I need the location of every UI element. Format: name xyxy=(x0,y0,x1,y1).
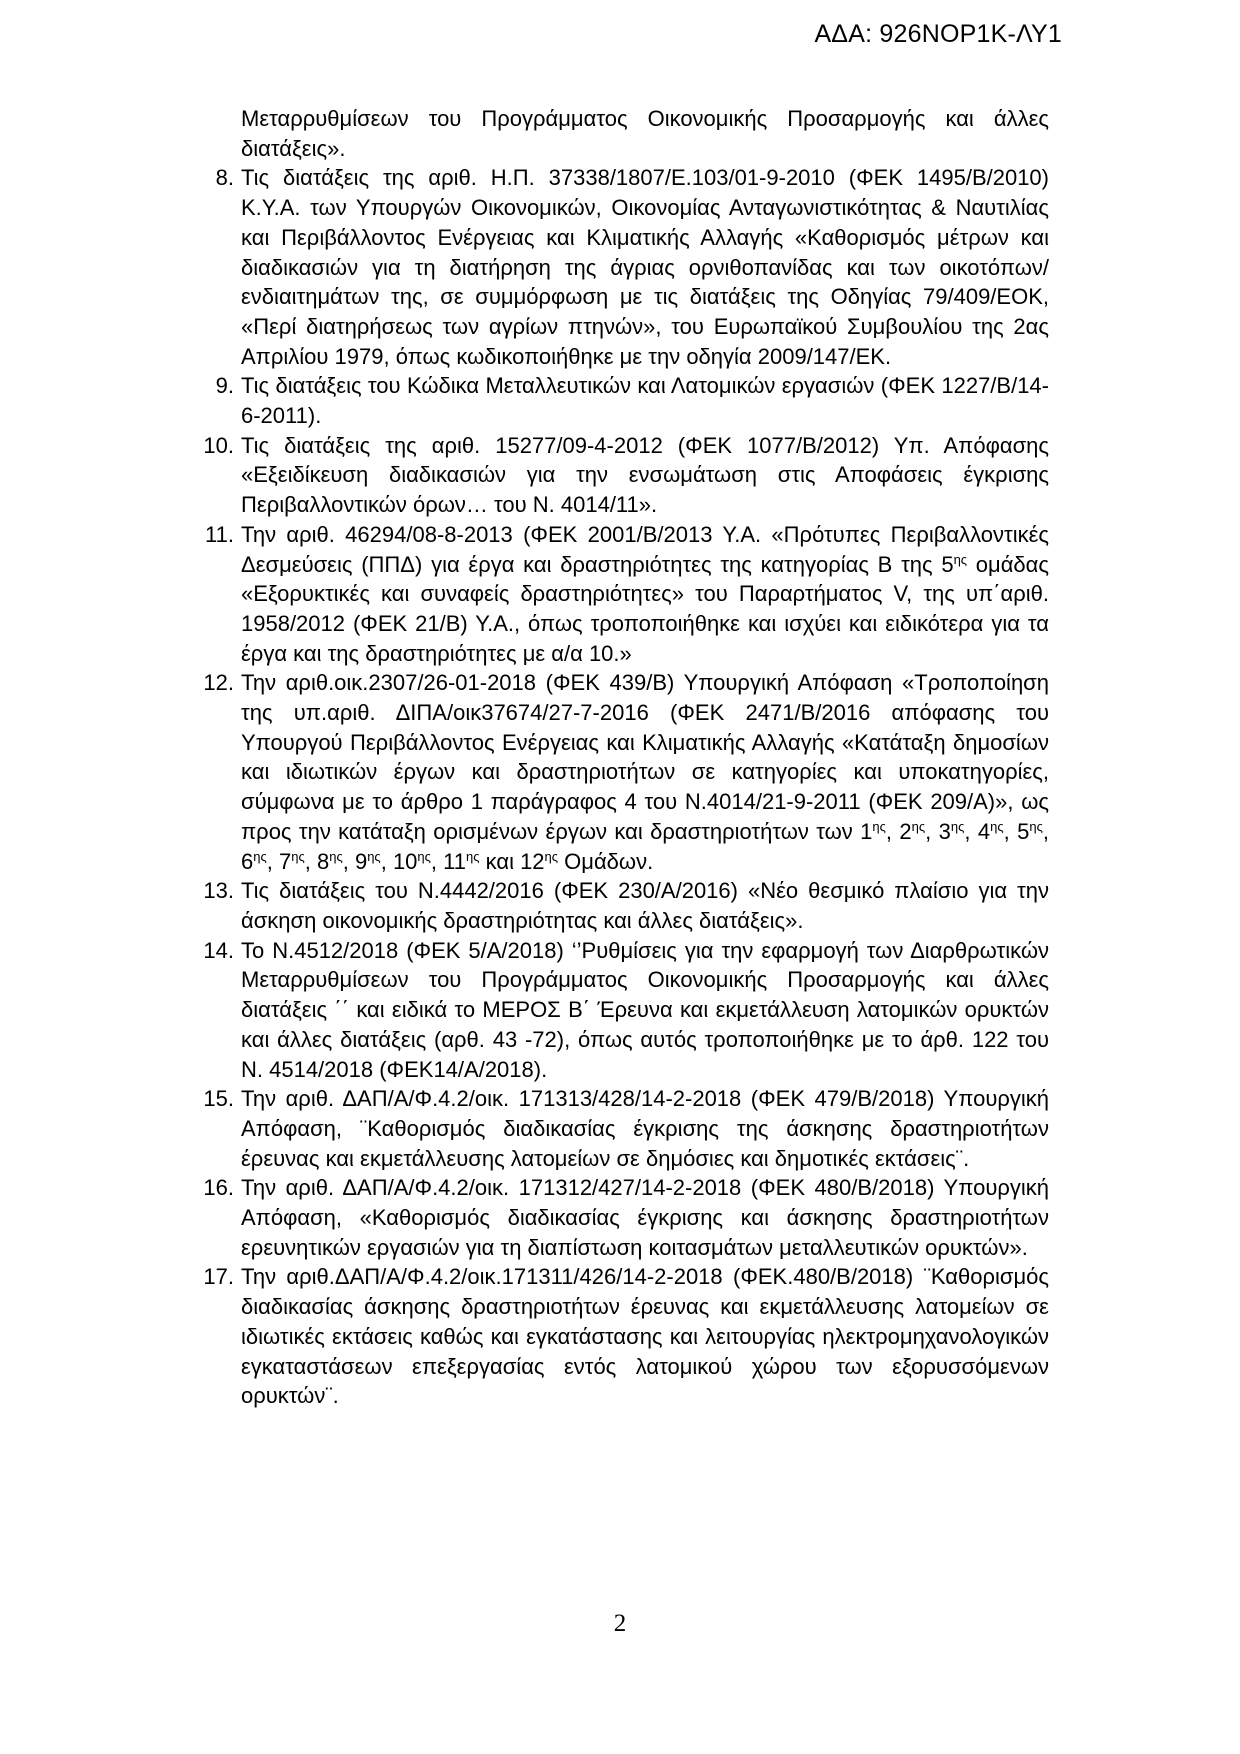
ordinal-number: 11 xyxy=(443,848,466,874)
item-text: Το Ν.4512/2018 (ΦΕΚ 5/Α/2018) ‘’Ρυθμίσεις για την εφαρμογή των Διαρθρωτικών Μεταρρυθμίσεων του Προγράμματος Οικονομικής Προσαρμογής και άλλες διατάξεις ΄΄ και ειδικά το ΜΕΡΟΣ Β΄ Έρευνα και εκμετάλλευση λατομικών ορυκτών και άλλες διατάξεις (αρθ. 43 -72), όπως αυτός τροποποιήθηκε με το άρθ. 122 του Ν. 4514/2018 (ΦΕΚ14/Α/2018). xyxy=(241,937,1049,1082)
item-number: 14. xyxy=(203,937,234,963)
item-number: 13. xyxy=(203,878,234,904)
item-text: Τις διατάξεις του Ν.4442/2016 (ΦΕΚ 230/Α/2016) «Νέο θεσμικό πλαίσιο για την άσκηση οικονομικής δραστηριότητας και άλλες διατάξεις». xyxy=(241,878,1049,933)
ordinal-suffix: ης xyxy=(417,848,431,864)
ordinal-suffix: ης xyxy=(911,818,926,834)
ordinal-number: 9 xyxy=(354,848,368,874)
item-text: Την αριθ.ΔΑΠ/Α/Φ.4.2/οικ.171311/426/14-2-2018 (ΦΕΚ.480/Β/2018) ¨Καθορισμός διαδικασίας άσκησης δραστηριοτήτων έρευνας και εκμετάλλευσης λατομείων σε ιδιωτικές εκτάσεις καθώς και εγκατάστασης και λειτουργίας ηλεκτρομηχανολογικών εγκαταστάσεων επεξεργασίας εντός λατομικού χώρου των εξορυσσόμενων ορυκτών¨. xyxy=(241,1264,1049,1409)
item-text-part: Ομάδων. xyxy=(558,848,654,874)
ordinal-suffix: ης xyxy=(329,848,343,864)
document-body xyxy=(203,104,1049,1411)
ordinal-number: 1 xyxy=(860,818,873,844)
ordinal-number: 10 xyxy=(392,848,418,874)
ordinal-suffix: ης xyxy=(950,818,965,834)
ordinal-suffix: ης xyxy=(990,818,1004,834)
item-text-part: Την αριθ.οικ.2307/26-01-2018 (ΦΕΚ 439/Β) Υπουργική Απόφαση «Τροποποίηση της υπ.αριθ. ΔΙΠΑ/οικ37674/27-7-2016 (ΦΕΚ 2471/Β/2016 απόφασης του Υπουργού Περιβάλλοντος Ενέργειας και Κλιματικής Αλλαγής «Κατάταξη δημοσίων και ιδιωτικών έργων και δραστηριοτήτων σε κατηγορίες και υποκατηγορίες, σύμφωνα με το άρθρο 1 παράγραφος 4 του Ν.4014/21-9-2011 (ΦΕΚ 209/Α)», ως προς την κατάταξη ορισμένων έργων και δραστηριοτήτων των xyxy=(241,670,1049,844)
list-item-8 xyxy=(215,163,1049,371)
continuation-paragraph: Μεταρρυθμίσεων του Προγράμματος Οικονομικής Προσαρμογής και άλλες διατάξεις». xyxy=(241,106,1049,161)
ordinal-suffix: ης xyxy=(872,818,886,834)
ordinal-number: 6 xyxy=(241,848,254,874)
list-item-9 xyxy=(215,371,1049,430)
page-number: 2 xyxy=(613,1610,627,1637)
list-item-11 xyxy=(205,520,1049,669)
item-text xyxy=(241,520,1049,669)
item-text: Τις διατάξεις του Κώδικα Μεταλλευτικών και Λατομικών εργασιών (ΦΕΚ 1227/Β/14-6-2011). xyxy=(241,373,1049,429)
item-number: 10. xyxy=(203,432,234,458)
item-text xyxy=(241,668,1049,876)
ordinal-number: 2 xyxy=(899,818,912,844)
list-item-12 xyxy=(203,668,1049,876)
ordinal-joiner: και xyxy=(479,848,521,874)
ordinal-suffix: ης xyxy=(466,848,480,864)
item-number: 9. xyxy=(215,373,234,399)
ordinal-suffix: ης xyxy=(367,848,381,864)
ordinal-number: 8 xyxy=(316,848,330,874)
list-item-13 xyxy=(203,876,1049,935)
list-item-15 xyxy=(203,1084,1049,1173)
item-number: 11. xyxy=(205,521,234,547)
ordinal-suffix: ης xyxy=(291,848,305,864)
ordinal-number: 4 xyxy=(977,818,991,844)
item-number: 12. xyxy=(203,670,234,696)
item-text-part: Την αριθ. 46294/08-8-2013 (ΦΕΚ 2001/Β/2013 Υ.Α. «Πρότυπες Περιβαλλοντικές Δεσμεύσεις (ΠΠΔ) για έργα και δραστηριότητες της κατηγορίας Β της 5 xyxy=(241,521,1049,577)
item-text: Τις διατάξεις της αριθ. 15277/09-4-2012 (ΦΕΚ 1077/Β/2012) Υπ. Απόφασης «Εξειδίκευση διαδικασιών για την ενσωμάτωση στις Αποφάσεις έγκρισης Περιβαλλοντικών όρων… του Ν. 4014/11». xyxy=(241,432,1049,518)
ordinal-suffix: ης xyxy=(544,848,559,864)
item-number: 15. xyxy=(203,1086,234,1112)
item-text: Την αριθ. ΔΑΠ/Α/Φ.4.2/οικ. 171313/428/14-2-2018 (ΦΕΚ 479/Β/2018) Υπουργική Απόφαση, ¨Καθορισμός διαδικασίας έγκρισης της άσκησης δραστηριοτήτων έρευνας και εκμετάλλευσης λατομείων σε δημόσιες και δημοτικές εκτάσεις¨. xyxy=(241,1086,1049,1171)
list-item-17 xyxy=(203,1262,1049,1411)
ordinal-number: 3 xyxy=(938,818,951,844)
list-item-14 xyxy=(203,936,1049,1085)
item-text: Την αριθ. ΔΑΠ/Α/Φ.4.2/οικ. 171312/427/14-2-2018 (ΦΕΚ 480/Β/2018) Υπουργική Απόφαση, «Καθορισμός διαδικασίας έγκρισης και άσκησης δραστηριοτήτων ερευνητικών εργασιών για τη διαπίστωση κοιτασμάτων μεταλλευτικών ορυκτών». xyxy=(241,1175,1049,1260)
ordinal-number: 7 xyxy=(278,848,292,874)
ordinal-number: 5 xyxy=(1017,818,1030,844)
item-number: 8. xyxy=(215,165,234,191)
ordinal-suffix: ης xyxy=(253,848,267,864)
item-text-part: ομάδας «Εξορυκτικές και συναφείς δραστηριότητες» του Παραρτήματος V, της υπ΄αριθ. 1958/2012 (ΦΕΚ 21/Β) Υ.Α., όπως τροποποιήθηκε και ισχύει και ειδικότερα για τα έργα και της δραστηριότητες με α/α 10.» xyxy=(241,551,1049,666)
item-number: 16. xyxy=(203,1175,234,1201)
ordinal-suffix: ης xyxy=(953,551,968,567)
list-item-10 xyxy=(203,431,1049,520)
item-number: 17. xyxy=(203,1264,234,1290)
item-text: Τις διατάξεις της αριθ. Η.Π. 37338/1807/Ε.103/01-9-2010 (ΦΕΚ 1495/Β/2010) Κ.Υ.Α. των Υπουργών Οικονομικών, Οικονομίας Ανταγωνιστικότητας & Ναυτιλίας και Περιβάλλοντος Ενέργειας και Κλιματικής Αλλαγής «Καθορισμός μέτρων και διαδικασιών για τη διατήρηση της άγριας ορνιθοπανίδας και των οικοτόπων/ενδιαιτημάτων της, σε συμμόρφωση με τις διατάξεις της Οδηγίας 79/409/ΕΟΚ, «Περί διατηρήσεως των αγρίων πτηνών», του Ευρωπαϊκού Συμβουλίου της 2ας Απριλίου 1979, όπως κωδικοποιήθηκε με την οδηγία 2009/147/ΕΚ. xyxy=(241,165,1049,369)
ordinal-number: 12 xyxy=(520,848,545,874)
ordinal-group: $1^{\eta\varsigma}$, $2^{\eta\varsigma}$, $3^{\eta\varsigma}$, $4^{\eta\varsigma}$, $5^{\eta\varsigma}$, $6^{\eta\varsigma}$, $7^{\eta\varsigma}$, $8^{\eta\varsigma}$, $9^{\eta\varsigma}$, $10^{\eta\varsigma}$, $11^{\eta\varsigma}$ και $12^{\eta\varsigma}$ xyxy=(241,818,1049,874)
ordinal-suffix: ης xyxy=(1029,818,1043,834)
list-item-16 xyxy=(203,1173,1049,1262)
ada-header: ΑΔΑ: 926ΝΟΡ1Κ-ΛΥ1 xyxy=(814,20,1062,48)
